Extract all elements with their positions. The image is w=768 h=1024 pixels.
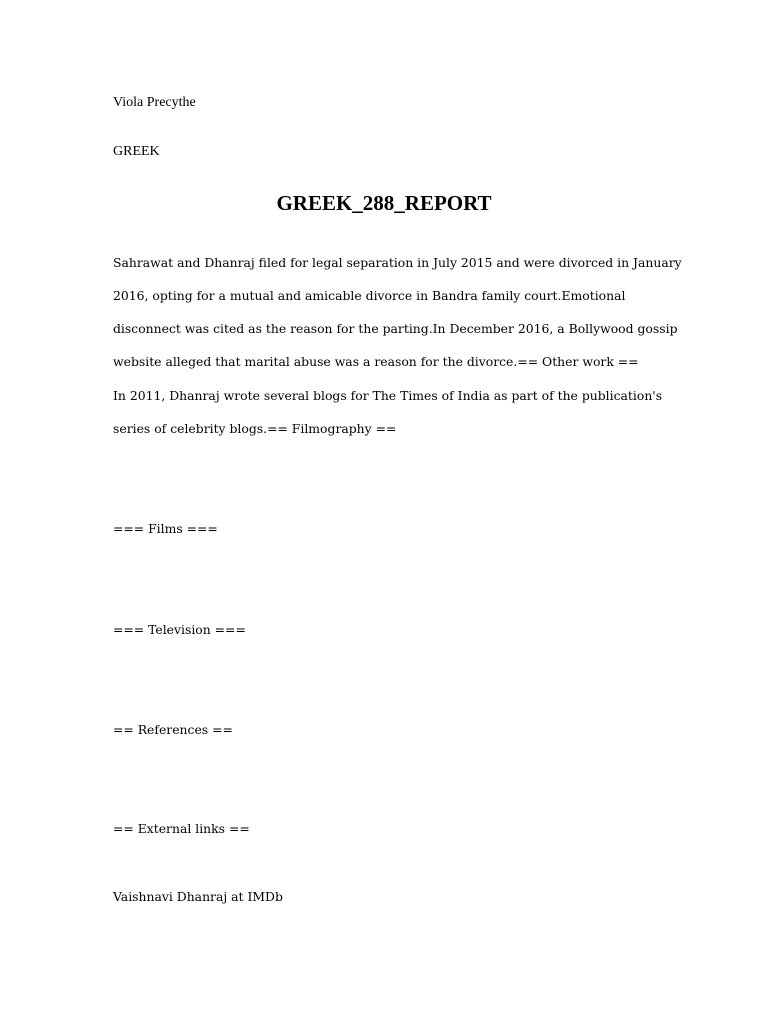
body-line: series of celebrity blogs.== Filmography ==: [113, 421, 397, 436]
body-line: disconnect was cited as the reason for the parting.In December 2016, a Bollywood gossip: [113, 321, 678, 336]
report-title: GREEK_288_REPORT: [276, 191, 492, 215]
section-heading-television: === Television ===: [113, 622, 246, 637]
section-heading-external-links: == External links ==: [113, 821, 250, 836]
author-name: Viola Precythe: [113, 95, 196, 110]
body-line: In 2011, Dhanraj wrote several blogs for The Times of India as part of the publication's: [113, 388, 663, 403]
body-line: 2016, opting for a mutual and amicable divorce in Bandra family court.Emotional: [113, 288, 626, 303]
body-line: website alleged that marital abuse was a reason for the divorce.== Other work ==: [113, 354, 639, 369]
section-heading-references: == References ==: [113, 722, 233, 737]
section-heading-films: === Films ===: [113, 521, 218, 536]
body-line: Sahrawat and Dhanraj filed for legal separation in July 2015 and were divorced in January: [113, 255, 682, 270]
subject-label: GREEK: [113, 144, 160, 159]
imdb-link-text: Vaishnavi Dhanraj at IMDb: [113, 889, 283, 904]
